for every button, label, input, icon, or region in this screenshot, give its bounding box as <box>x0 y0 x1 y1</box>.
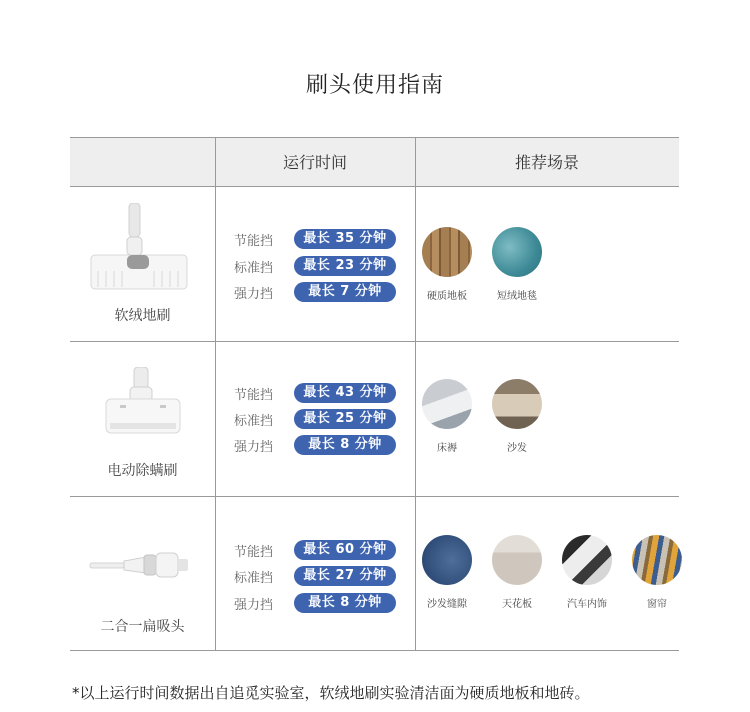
scene-label: 沙发缝隙 <box>427 599 467 610</box>
scene-label: 硬质地板 <box>427 291 467 302</box>
scene-label: 窗帘 <box>647 599 667 610</box>
scene-item <box>413 379 481 454</box>
scene-item <box>483 227 551 302</box>
table-row <box>70 497 679 651</box>
mattress-icon <box>422 379 472 429</box>
mode-label: 标准挡 <box>234 414 274 429</box>
table-row <box>70 187 679 341</box>
crevice-tool-icon <box>88 551 192 581</box>
runtime-badge: 最长 7 分钟 <box>294 282 396 302</box>
header-scene: 推荐场景 <box>514 153 579 172</box>
electric-mite-brush-icon <box>104 367 182 437</box>
footnote: *以上运行时间数据出自追觅实验室，软绒地刷实验清洁面为硬质地板和地砖。 <box>72 684 590 702</box>
mode-label: 节能挡 <box>234 545 274 560</box>
runtime-badge: 最长 8 分钟 <box>294 435 396 455</box>
scene-label: 沙发 <box>507 443 527 454</box>
brush-name: 软绒地刷 <box>114 308 171 324</box>
brush-name: 电动除螨刷 <box>107 463 178 479</box>
runtime-badge: 最长 27 分钟 <box>294 566 396 586</box>
sofa-gap-icon <box>422 535 472 585</box>
mode-label: 标准挡 <box>234 571 274 586</box>
brush-guide-table <box>70 137 679 651</box>
curtain-icon <box>632 535 682 585</box>
scene-item <box>553 535 621 610</box>
wood-floor-icon <box>422 227 472 277</box>
scene-item <box>483 379 551 454</box>
scene-item <box>413 535 481 610</box>
brush-name: 二合一扁吸头 <box>100 619 185 635</box>
table-header <box>70 137 679 187</box>
mode-label: 强力挡 <box>234 287 274 302</box>
runtime-badge: 最长 35 分钟 <box>294 229 396 249</box>
mode-label: 强力挡 <box>234 598 274 613</box>
runtime-badge: 最长 25 分钟 <box>294 409 396 429</box>
mode-label: 标准挡 <box>234 261 274 276</box>
scene-label: 天花板 <box>502 599 532 610</box>
runtime-badge: 最长 8 分钟 <box>294 593 396 613</box>
scene-label: 汽车内饰 <box>567 599 607 610</box>
table-row <box>70 342 679 496</box>
page-title: 刷头使用指南 <box>305 73 444 98</box>
header-runtime: 运行时间 <box>282 153 347 172</box>
runtime-badge: 最长 60 分钟 <box>294 540 396 560</box>
runtime-badge: 最长 43 分钟 <box>294 383 396 403</box>
carpet-icon <box>492 227 542 277</box>
scene-item <box>483 535 551 610</box>
scene-item <box>413 227 481 302</box>
mode-label: 强力挡 <box>234 440 274 455</box>
ceiling-icon <box>492 535 542 585</box>
runtime-badge: 最长 23 分钟 <box>294 256 396 276</box>
mode-label: 节能挡 <box>234 388 274 403</box>
scene-label: 床褥 <box>437 443 457 454</box>
soft-roller-floor-brush-icon <box>88 203 192 295</box>
scene-item <box>623 535 691 610</box>
sofa-icon <box>492 379 542 429</box>
mode-label: 节能挡 <box>234 234 274 249</box>
scene-label: 短绒地毯 <box>497 291 537 302</box>
car-interior-icon <box>562 535 612 585</box>
